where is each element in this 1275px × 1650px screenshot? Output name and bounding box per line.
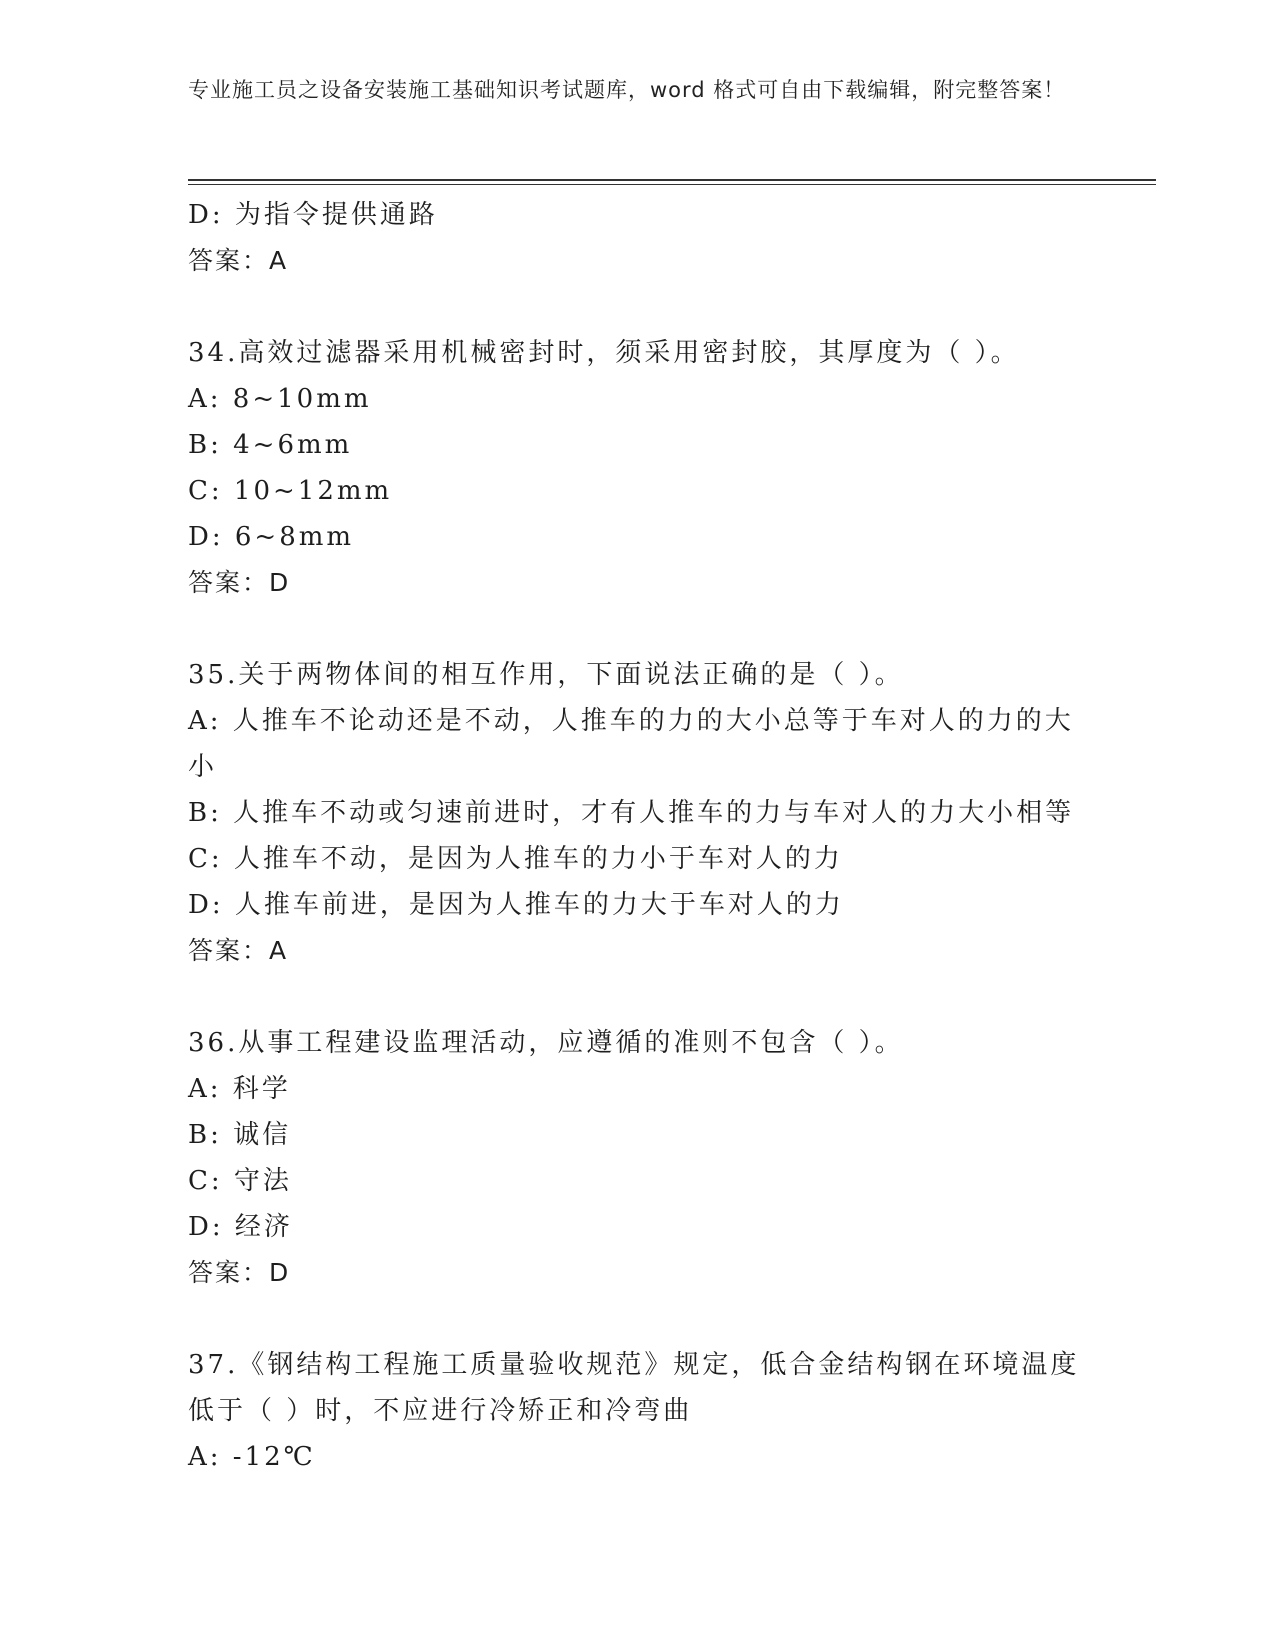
option-b: B: 4~6mm: [188, 430, 353, 460]
spacer: [188, 1296, 1088, 1342]
question-stem: 35.关于两物体间的相互作用，下面说法正确的是（ ）。: [188, 660, 904, 690]
option-a: A: 人推车不论动还是不动，人推车的力的大小总等于车对人的力的大小: [188, 706, 1074, 782]
question-stem: 36.从事工程建设监理活动，应遵循的准则不包含（ ）。: [188, 1028, 904, 1058]
option-d: D: 人推车前进，是因为人推车的力大于车对人的力: [188, 890, 844, 920]
question-block-33: [188, 192, 1088, 284]
option-c: C: 守法: [188, 1166, 292, 1196]
option-c: C: 人推车不动，是因为人推车的力小于车对人的力: [188, 844, 843, 874]
spacer: [188, 974, 1088, 1020]
option-b: B: 诚信: [188, 1120, 292, 1150]
header-divider-thick: [188, 179, 1156, 181]
option-d: D: 6~8mm: [188, 522, 355, 552]
question-stem: 34.高效过滤器采用机械密封时，须采用密封胶，其厚度为（ ）。: [188, 338, 1020, 368]
question-block-36: [188, 1020, 1088, 1296]
spacer: [188, 606, 1088, 652]
answer-line: 答案：D: [188, 1258, 291, 1287]
option-d: D: 经济: [188, 1212, 293, 1242]
header-divider-thin: [188, 184, 1156, 185]
option-d: D: 为指令提供通路: [188, 200, 438, 230]
question-block-37: [188, 1342, 1088, 1480]
option-a: A: -12℃: [188, 1442, 316, 1472]
question-block-34: [188, 330, 1088, 606]
document-header: 专业施工员之设备安装施工基础知识考试题库，word 格式可自由下载编辑，附完整答案！: [188, 78, 1066, 102]
answer-line: 答案：A: [188, 936, 289, 965]
answer-line: 答案：D: [188, 568, 291, 597]
spacer: [188, 284, 1088, 330]
option-a: A: 8~10mm: [188, 384, 372, 414]
answer-line: 答案：A: [188, 246, 289, 275]
option-b: B: 人推车不动或匀速前进时，才有人推车的力与车对人的力大小相等: [188, 798, 1075, 828]
question-content: [188, 192, 1088, 1480]
question-block-35: [188, 652, 1088, 974]
option-c: C: 10~12mm: [188, 476, 393, 506]
option-a: A: 科学: [188, 1074, 291, 1104]
question-stem: 37.《钢结构工程施工质量验收规范》规定，低合金结构钢在环境温度低于（ ）时，不应进行冷矫正和冷弯曲: [188, 1350, 1080, 1426]
